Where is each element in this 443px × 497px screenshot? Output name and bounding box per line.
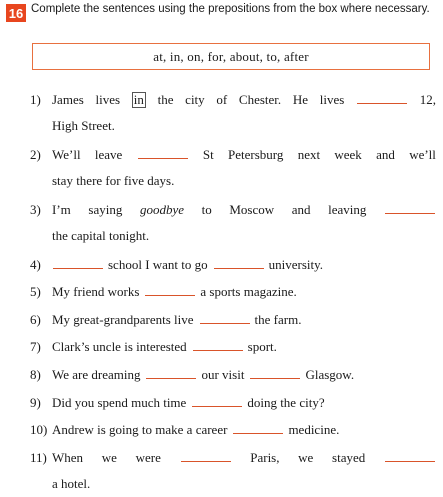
word: we — [101, 450, 117, 465]
sentence-fragment: medicine. — [288, 422, 340, 437]
word: leave — [94, 147, 123, 162]
sentence-fragment: sport. — [247, 339, 277, 354]
word: lives — [319, 92, 345, 107]
word: stayed — [332, 450, 366, 465]
answer-blank[interactable] — [193, 349, 243, 351]
word: I’m — [52, 202, 71, 217]
word-italic: goodbye — [139, 202, 184, 217]
word: we’ll — [409, 147, 436, 162]
sentence-9 — [30, 390, 436, 416]
sentence-fragment: the farm. — [254, 312, 302, 327]
answer-blank[interactable] — [192, 405, 242, 407]
sentence-1 — [30, 87, 436, 139]
word: lives — [95, 92, 121, 107]
sentence-fragment: We are dreaming — [52, 367, 141, 382]
sentence-fragment: Did you spend much time — [52, 395, 187, 410]
sentence-3 — [30, 197, 436, 249]
exercise-instruction: Complete the sentences using the prepositions from the box where necessary. — [31, 3, 430, 15]
exercise-number-badge: 16 — [6, 4, 26, 22]
sentence-number: 9) — [30, 395, 41, 410]
answer-blank[interactable] — [145, 294, 195, 296]
word: St — [202, 147, 214, 162]
word: When — [52, 450, 84, 465]
word: 12, — [419, 92, 436, 107]
answer-blank[interactable] — [138, 157, 188, 159]
sentence-10 — [30, 417, 436, 443]
sentence-fragment: doing the city? — [247, 395, 325, 410]
sentence-number: 4) — [30, 257, 41, 272]
word: of — [216, 92, 228, 107]
sentence-continuation: the capital tonight. — [52, 228, 150, 243]
sentence-6 — [30, 307, 436, 333]
sentence-fragment: Andrew is going to make a career — [52, 422, 228, 437]
word: next — [297, 147, 321, 162]
sentence-number: 8) — [30, 367, 41, 382]
word: the — [157, 92, 174, 107]
sentence-5 — [30, 279, 436, 305]
word: We’ll — [52, 147, 81, 162]
sentence-number: 2) — [30, 147, 41, 162]
highlighted-answer: in — [133, 92, 144, 107]
word: James — [52, 92, 84, 107]
sentence-fragment: Clark’s uncle is interested — [52, 339, 187, 354]
answer-blank[interactable] — [385, 460, 435, 462]
sentence-2 — [30, 142, 436, 194]
sentence-number: 3) — [30, 202, 41, 217]
sentence-fragment: Glasgow. — [305, 367, 355, 382]
word: city — [185, 92, 205, 107]
answer-blank[interactable] — [214, 267, 264, 269]
sentence-fragment: a sports magazine. — [200, 284, 297, 299]
sentence-number: 7) — [30, 339, 41, 354]
word: saying — [88, 202, 123, 217]
answer-blank[interactable] — [200, 322, 250, 324]
word: to — [201, 202, 212, 217]
sentence-number: 1) — [30, 92, 41, 107]
sentence-fragment: our visit — [201, 367, 245, 382]
answer-blank[interactable] — [53, 267, 103, 269]
sentence-number: 5) — [30, 284, 41, 299]
answer-blank[interactable] — [250, 377, 300, 379]
answer-blank[interactable] — [146, 377, 196, 379]
sentence-number: 10) — [30, 422, 48, 437]
word: and — [291, 202, 311, 217]
word: leaving — [328, 202, 367, 217]
sentence-continuation: stay there for five days. — [52, 173, 175, 188]
answer-blank[interactable] — [181, 460, 231, 462]
sentence-4 — [30, 252, 436, 278]
prepositions-box: at, in, on, for, about, to, after — [32, 43, 430, 70]
sentence-fragment: My friend works — [52, 284, 140, 299]
word: we — [298, 450, 314, 465]
sentence-fragment: university. — [268, 257, 324, 272]
word: He — [292, 92, 309, 107]
sentence-continuation: a hotel. — [52, 476, 91, 491]
sentence-7 — [30, 334, 436, 360]
answer-blank[interactable] — [357, 102, 407, 104]
sentence-fragment: My great-grandparents live — [52, 312, 194, 327]
sentence-8 — [30, 362, 436, 388]
sentence-11 — [30, 445, 436, 497]
word: were — [135, 450, 161, 465]
word: Petersburg — [228, 147, 284, 162]
word: Paris, — [250, 450, 280, 465]
word: Chester. — [238, 92, 282, 107]
word: and — [376, 147, 395, 162]
answer-blank[interactable] — [385, 212, 435, 214]
sentence-number: 6) — [30, 312, 41, 327]
sentence-number: 11) — [30, 450, 47, 465]
sentence-continuation: High Street. — [52, 118, 115, 133]
word: Moscow — [229, 202, 275, 217]
answer-blank[interactable] — [233, 432, 283, 434]
word: week — [334, 147, 362, 162]
sentence-fragment: school I want to go — [108, 257, 208, 272]
